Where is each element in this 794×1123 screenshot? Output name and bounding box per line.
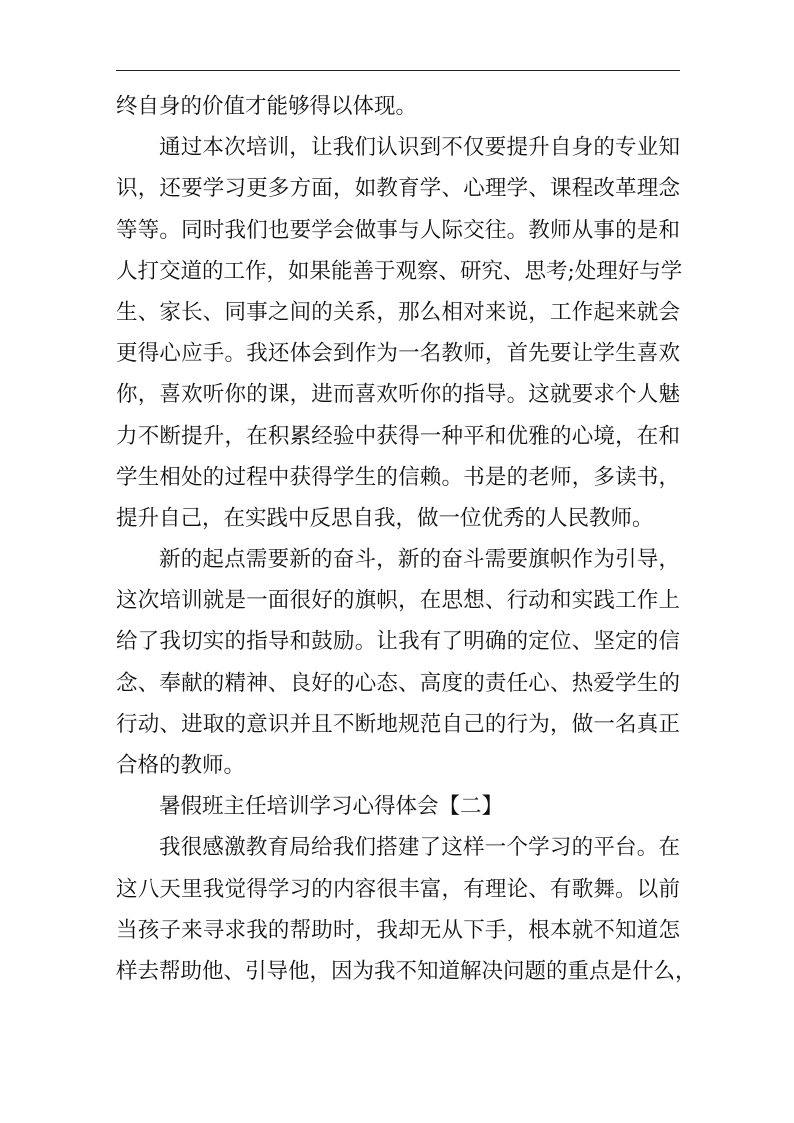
text-line — [116, 292, 680, 333]
text-line-content: 等等。同时我们也要学会做事与人际交往。教师从事的是和 — [116, 217, 680, 243]
text-line — [116, 910, 680, 951]
text-line-content: 样去帮助他、引导他，因为我不知道解决问题的重点是什么， — [116, 958, 697, 984]
text-line-content: 我很感激教育局给我们搭建了这样一个学习的平台。在 — [159, 835, 680, 861]
text-line-content: 行动、进取的意识并且不断地规范自己的行为，做一名真正 — [116, 711, 680, 737]
text-line-content: 更得心应手。我还体会到作为一名教师，首先要让学生喜欢 — [116, 341, 680, 367]
text-line — [116, 251, 683, 292]
text-line-content: 合格的教师。 — [116, 753, 246, 778]
text-line-content: 这次培训就是一面很好的旗帜，在思想、行动和实践工作上 — [116, 588, 680, 614]
text-line-content: 生、家长、同事之间的关系，那么相对来说，工作起来就会 — [116, 299, 680, 325]
header-rule — [116, 70, 680, 71]
text-line — [116, 416, 680, 457]
text-line — [116, 827, 680, 868]
text-line — [116, 704, 680, 745]
text-line — [116, 663, 680, 704]
text-line-content: 终自身的价值才能够得以体现。 — [116, 94, 418, 119]
text-line — [116, 786, 680, 827]
text-line — [116, 498, 680, 539]
text-line-content: 念、奉献的精神、良好的心态、高度的责任心、热爱学生的 — [116, 670, 680, 696]
text-line-content: 你，喜欢听你的课，进而喜欢听你的指导。这就要求个人魅 — [116, 382, 680, 408]
text-line — [116, 580, 680, 621]
text-line-content: 提升自己，在实践中反思自我，做一位优秀的人民教师。 — [116, 505, 654, 531]
text-line-content: 力不断提升，在积累经验中获得一种平和优雅的心境，在和 — [116, 423, 680, 449]
text-line — [116, 127, 680, 168]
text-line-content: 暑假班主任培训学习心得体会【二】 — [159, 794, 504, 820]
text-line — [116, 539, 680, 580]
document-body — [116, 86, 697, 992]
text-line — [116, 168, 680, 209]
text-line-content: 当孩子来寻求我的帮助时，我却无从下手，根本就不知道怎 — [116, 917, 680, 943]
text-line-content: 学生相处的过程中获得学生的信赖。书是的老师，多读书， — [116, 464, 680, 490]
text-line-content: 这八天里我觉得学习的内容很丰富，有理论、有歌舞。以前 — [116, 876, 680, 902]
text-line-content: 新的起点需要新的奋斗，新的奋斗需要旗帜作为引导， — [159, 547, 680, 573]
text-line — [116, 621, 680, 662]
text-line-content: 给了我切实的指导和鼓励。让我有了明确的定位、坚定的信 — [116, 629, 680, 655]
text-line — [116, 374, 680, 415]
text-line-content: 识，还要学习更多方面，如教育学、心理学、课程改革理念 — [116, 176, 680, 202]
text-line — [116, 951, 697, 992]
text-line-content: 人打交道的工作，如果能善于观察、研究、思考;处理好与学 — [116, 258, 683, 284]
text-line — [116, 333, 680, 374]
text-line — [116, 210, 680, 251]
text-line-content: 通过本次培训，让我们认识到不仅要提升自身的专业知 — [159, 135, 680, 161]
text-line — [116, 457, 680, 498]
text-line — [116, 745, 680, 786]
text-line — [116, 869, 680, 910]
text-line — [116, 86, 680, 127]
